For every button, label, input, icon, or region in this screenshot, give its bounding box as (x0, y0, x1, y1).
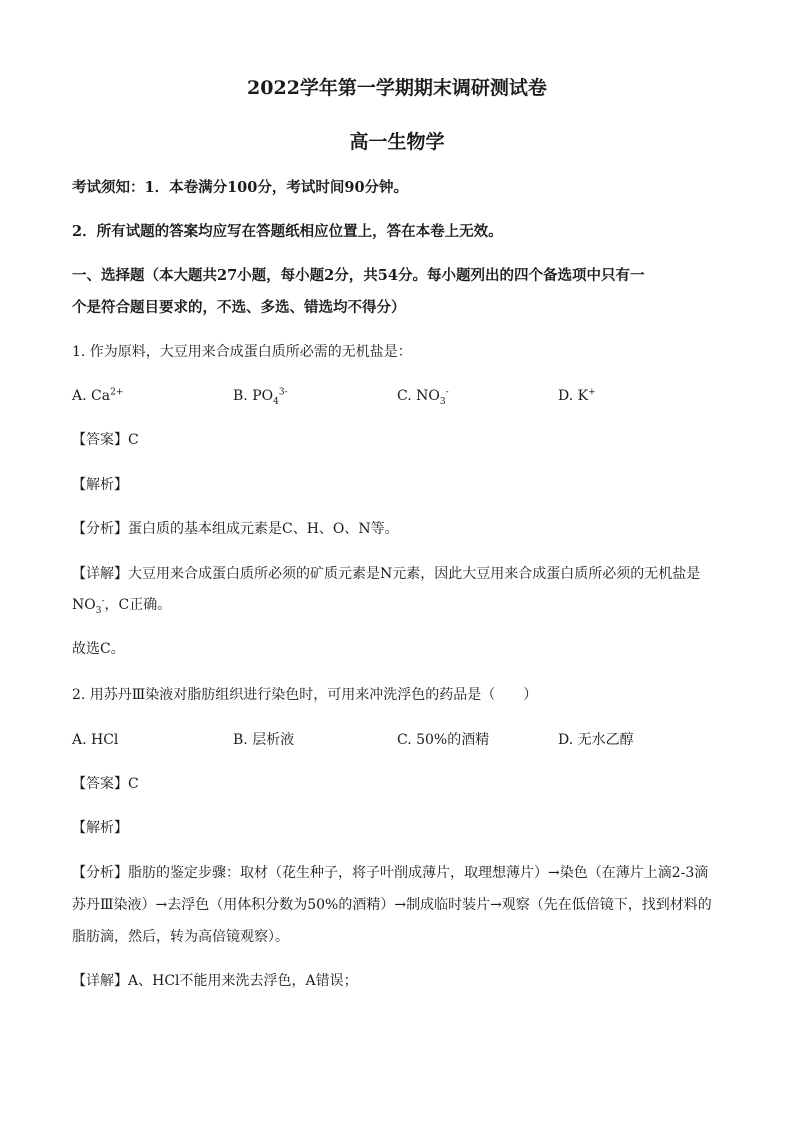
q2-fenxi-line-3: 脂肪滴，然后，转为高倍镜观察）。 (72, 929, 289, 945)
q1-option-d-charge: + (588, 387, 596, 398)
q1-conclusion: 故选C。 (72, 641, 125, 657)
q2-fenxi-line-2: 苏丹Ⅲ染液）→去浮色（用体积分数为50%的酒精）→制成临时装片→观察（先在低倍镜下，找到材料的 (72, 897, 712, 913)
q1-xiangjie-line-2 (72, 595, 722, 615)
q1-option-a-charge: 2+ (110, 387, 124, 398)
q1-fenxi: 【分析】蛋白质的基本组成元素是C、H、O、N等。 (72, 521, 399, 537)
q1-option-c-text: C. NO (397, 388, 440, 404)
q1-analysis-tag: 【解析】 (72, 477, 128, 493)
q1-option-b (233, 386, 288, 406)
q1-option-d-text: D. K (558, 388, 589, 404)
section-heading-line-2: 个是符合题目要求的，不选、多选、错选均不得分） (72, 299, 406, 316)
q2-xiangjie-line-1: 【详解】A、HCl不能用来洗去浮色，A错误； (72, 973, 358, 989)
q1-answer: 【答案】C (72, 432, 139, 448)
q2-option-d: D. 无水乙醇 (558, 732, 634, 748)
question-1-stem: 1. 作为原料，大豆用来合成蛋白质所必需的无机盐是： (72, 344, 412, 360)
exam-title: 2022学年第一学期期末调研测试卷 (247, 77, 547, 99)
section-heading-line-1: 一、选择题（本大题共27小题，每小题2分，共54分。每小题列出的四个备选项中只有一 (72, 267, 645, 284)
q1-xiangjie-formula: NO (72, 597, 96, 613)
q1-option-b-subscript: 4 (273, 396, 279, 407)
q2-answer: 【答案】C (72, 776, 139, 792)
q1-option-c-charge: - (445, 387, 449, 398)
q1-xiangjie-subscript: 3 (95, 605, 102, 616)
q1-xiangjie-line-1: 【详解】大豆用来合成蛋白质所必须的矿质元素是N元素，因此大豆用来合成蛋白质所必须的无机盐是 (72, 566, 701, 582)
notice-line-2: 2．所有试题的答案均应写在答题纸相应位置上，答在本卷上无效。 (72, 223, 503, 240)
q1-option-b-text: B. PO (233, 388, 274, 404)
q1-option-a (72, 386, 123, 406)
q2-option-b: B. 层析液 (233, 732, 295, 748)
q1-option-c-subscript: 3 (439, 396, 446, 407)
q2-fenxi-line-1: 【分析】脂肪的鉴定步骤：取材（花生种子，将子叶削成薄片，取理想薄片）→染色（在薄片上滴2-3滴 (72, 865, 709, 881)
q2-analysis-tag: 【解析】 (72, 820, 128, 836)
q1-option-c (397, 386, 449, 406)
q1-option-d (558, 386, 596, 406)
subject-title: 高一生物学 (349, 131, 445, 153)
q2-option-c: C. 50%的酒精 (397, 732, 490, 748)
q1-option-b-charge: 3- (278, 387, 288, 398)
notice-line-1: 考试须知：1．本卷满分100分，考试时间90分钟。 (72, 179, 409, 196)
question-2-stem: 2. 用苏丹Ⅲ染液对脂肪组织进行染色时，可用来冲洗浮色的药品是（ ） (72, 687, 538, 703)
q1-xiangjie-charge: - (101, 596, 105, 607)
q1-xiangjie-rest: ，C正确。 (104, 597, 172, 613)
q1-option-a-text: A. Ca (72, 388, 111, 404)
q2-option-a: A. HCl (72, 732, 119, 748)
